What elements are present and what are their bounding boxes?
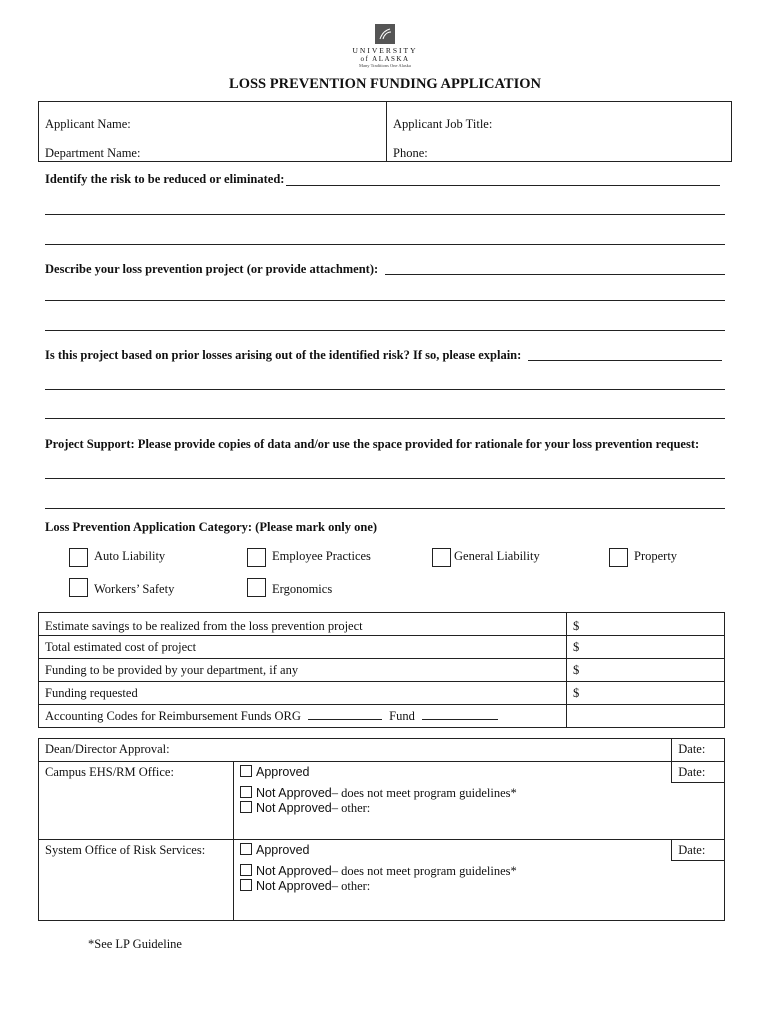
category-label-general-liability: General Liability xyxy=(454,549,540,563)
project-answer-line[interactable] xyxy=(45,300,725,301)
funding-row-label: Funding requested xyxy=(39,682,567,705)
applicant-name-field[interactable] xyxy=(39,102,387,132)
prior-losses-question: Is this project based on prior losses arising out of the identified risk? If so, please explain: xyxy=(45,348,522,362)
not-approved-checkbox[interactable] xyxy=(240,786,252,798)
funding-row-value[interactable]: $ xyxy=(567,613,725,636)
category-heading: Loss Prevention Application Category: (Please mark only one) xyxy=(45,520,378,534)
category-label-ergonomics: Ergonomics xyxy=(272,582,333,596)
funding-row-label: Funding to be provided by your department, if any xyxy=(39,659,567,682)
funding-row xyxy=(39,659,725,682)
category-checkbox-workers-safety[interactable] xyxy=(69,578,88,597)
logo-tagline: Many Traditions One Alaska xyxy=(359,63,411,68)
reason-other: – other: xyxy=(331,879,371,893)
project-question: Describe your loss prevention project (or provide attachment): xyxy=(45,262,379,276)
not-approved-label: Not Approved xyxy=(256,879,332,893)
category-checkbox-general-liability[interactable] xyxy=(432,548,451,567)
category-checkbox-property[interactable] xyxy=(609,548,628,567)
system-approved-checkbox[interactable] xyxy=(240,843,252,855)
funding-row-value[interactable]: $ xyxy=(567,659,725,682)
reason-other: – other: xyxy=(331,801,371,815)
system-not-approved-guidelines[interactable] xyxy=(240,864,718,879)
category-checkbox-employee-practices[interactable] xyxy=(247,548,266,567)
support-answer-line[interactable] xyxy=(45,508,725,509)
funding-row xyxy=(39,682,725,705)
funding-row-label: Total estimated cost of project xyxy=(39,636,567,659)
logo-university: UNIVERSITY xyxy=(352,46,418,55)
category-label-property: Property xyxy=(634,549,678,563)
reason-guidelines: – does not meet program guidelines* xyxy=(331,786,517,800)
accounting-codes-value[interactable] xyxy=(567,705,725,728)
accounting-codes-cell xyxy=(39,705,567,728)
not-approved-checkbox[interactable] xyxy=(240,801,252,813)
approvals-table xyxy=(38,738,725,921)
applicant-job-title-label: Applicant Job Title: xyxy=(393,116,493,131)
approved-label: Approved xyxy=(256,765,310,779)
prior-losses-answer-line[interactable] xyxy=(528,360,722,361)
risk-answer-line[interactable] xyxy=(286,185,720,186)
category-checkbox-ergonomics[interactable] xyxy=(247,578,266,597)
funding-row xyxy=(39,636,725,659)
campus-not-approved-options xyxy=(234,783,725,840)
logo-alaska: of ALASKA xyxy=(360,55,410,63)
dean-approval-label: Dean/Director Approval: xyxy=(39,739,672,762)
page-title: LOSS PREVENTION FUNDING APPLICATION xyxy=(229,76,541,92)
support-question: Project Support: Please provide copies of data and/or use the space provided for rationale for your loss prevention request: xyxy=(45,437,700,451)
dean-approval-date[interactable] xyxy=(672,739,725,762)
category-label-employee-practices: Employee Practices xyxy=(272,549,371,563)
project-answer-line[interactable] xyxy=(45,330,725,331)
not-approved-label: Not Approved xyxy=(256,801,332,815)
funding-table xyxy=(38,612,725,728)
system-not-approved-options xyxy=(234,861,725,921)
campus-approved-checkbox[interactable] xyxy=(240,765,252,777)
approved-label: Approved xyxy=(256,843,310,857)
footnote: *See LP Guideline xyxy=(88,937,182,951)
accounting-codes-row xyxy=(39,705,725,728)
funding-row-value[interactable]: $ xyxy=(567,636,725,659)
university-logo-mark xyxy=(375,24,395,44)
risk-question: Identify the risk to be reduced or eliminated: xyxy=(45,172,285,186)
date-label: Date: xyxy=(678,843,706,857)
system-approved-option[interactable] xyxy=(234,840,672,861)
system-not-approved-other[interactable] xyxy=(240,879,718,894)
campus-approval-date[interactable] xyxy=(672,762,725,783)
campus-office-label: Campus EHS/RM Office: xyxy=(39,762,234,840)
support-answer-line[interactable] xyxy=(45,478,725,479)
prior-losses-answer-line[interactable] xyxy=(45,389,725,390)
system-approval-date[interactable] xyxy=(672,840,725,861)
not-approved-checkbox[interactable] xyxy=(240,864,252,876)
not-approved-label: Not Approved xyxy=(256,864,332,878)
funding-row xyxy=(39,613,725,636)
not-approved-label: Not Approved xyxy=(256,786,332,800)
category-label-auto-liability: Auto Liability xyxy=(94,549,166,563)
campus-not-approved-guidelines[interactable] xyxy=(240,786,718,801)
org-input-line[interactable] xyxy=(308,709,382,720)
department-name-label: Department Name: xyxy=(45,146,141,160)
not-approved-checkbox[interactable] xyxy=(240,879,252,891)
applicant-table xyxy=(38,101,732,162)
date-label: Date: xyxy=(678,765,706,779)
system-office-label: System Office of Risk Services: xyxy=(39,840,234,921)
prior-losses-answer-line[interactable] xyxy=(45,418,725,419)
risk-answer-line[interactable] xyxy=(45,244,725,245)
reason-guidelines: – does not meet program guidelines* xyxy=(331,864,517,878)
category-checkbox-auto-liability[interactable] xyxy=(69,548,88,567)
fund-input-line[interactable] xyxy=(422,709,498,720)
department-name-field[interactable] xyxy=(39,132,387,162)
fund-label: Fund xyxy=(389,708,415,723)
phone-field[interactable] xyxy=(387,132,732,162)
category-label-workers-safety: Workers’ Safety xyxy=(94,582,175,596)
funding-row-label: Estimate savings to be realized from the loss prevention project xyxy=(39,613,567,636)
phone-label: Phone: xyxy=(393,146,428,160)
applicant-name-label: Applicant Name: xyxy=(45,116,131,131)
campus-approved-option[interactable] xyxy=(234,762,672,783)
accounting-codes-label: Accounting Codes for Reimbursement Funds ORG xyxy=(45,708,301,723)
date-label: Date: xyxy=(678,742,706,756)
risk-answer-line[interactable] xyxy=(45,214,725,215)
campus-not-approved-other[interactable] xyxy=(240,801,718,816)
applicant-job-title-field[interactable] xyxy=(387,102,732,132)
project-answer-line[interactable] xyxy=(385,274,725,275)
funding-row-value[interactable]: $ xyxy=(567,682,725,705)
